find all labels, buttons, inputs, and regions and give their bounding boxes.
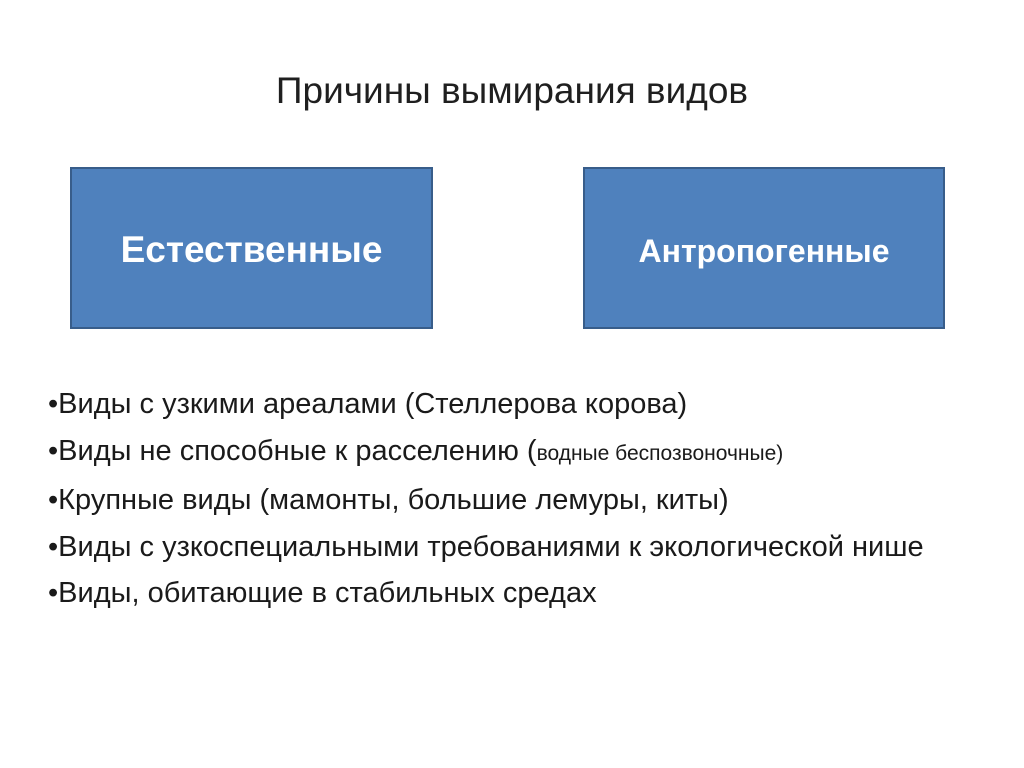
list-item-small-text: водные беспозвоночные) xyxy=(536,441,784,465)
anthropogenic-causes-box: Антропогенные xyxy=(583,167,945,329)
list-item-text: Виды с узкими ареалами (Стеллерова корова) xyxy=(58,388,688,420)
list-item-text: Виды не способные к расселению ( xyxy=(58,434,537,467)
bullet: • xyxy=(48,388,59,420)
bullet: • xyxy=(48,434,59,467)
list-item-text: Крупные виды (мамонты, большие лемуры, киты) xyxy=(58,484,729,516)
list-item-text: Виды, обитающие в стабильных средах xyxy=(58,577,597,609)
list-item xyxy=(48,477,1008,524)
bullet: • xyxy=(48,577,59,609)
list-item xyxy=(48,524,1008,571)
reasons-list xyxy=(48,381,1008,617)
list-item xyxy=(48,381,1008,428)
list-item-text: Виды с узкоспециальными требованиями к экологической нише xyxy=(58,530,924,563)
list-item xyxy=(48,570,1008,617)
list-item xyxy=(48,428,1008,478)
natural-causes-box: Естественные xyxy=(70,167,433,329)
bullet: • xyxy=(48,484,59,516)
bullet: • xyxy=(48,530,59,563)
slide-title: Причины вымирания видов xyxy=(275,70,749,111)
